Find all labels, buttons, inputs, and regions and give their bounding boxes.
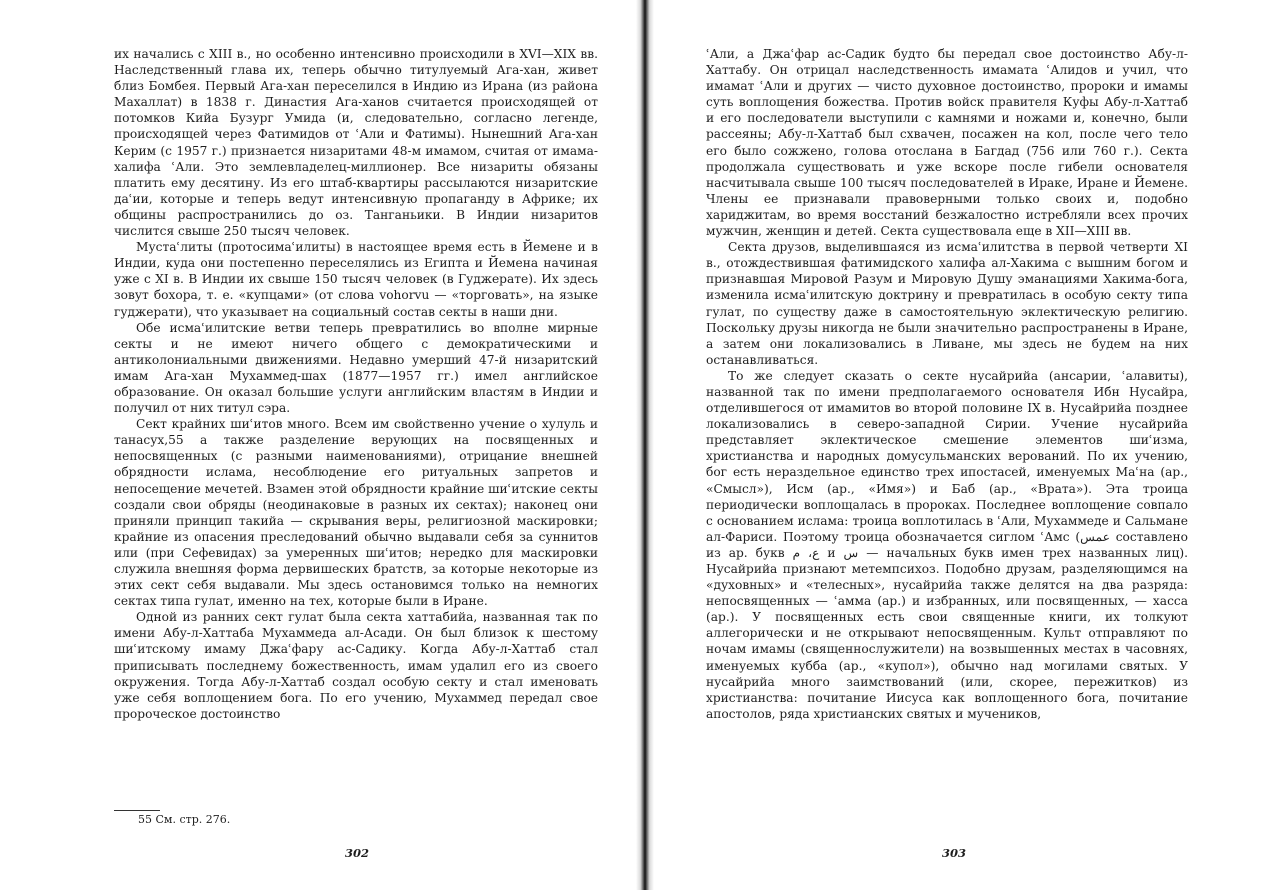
right-page xyxy=(654,0,1265,890)
page-number: 302 xyxy=(345,846,370,860)
paragraph: Обе исмаʿилитские ветви теперь превратились во вполне мирные секты и не имеют ничего общего с демократическими и антиколониальными движениями. Недавно умерший 47-й низаритский имам Ага-хан Мухаммед-шах (1877—1957 гг.) имел английское образование. Он оказал большие услуги английским властям в Индии и получил от них титул сэра. xyxy=(114,320,598,416)
paragraph: То же следует сказать о секте нусайрийа (ансарии, ʿалавиты), названной так по имени предполагаемого основателя Ибн Нусайра, отделившегося от имамитов во второй половине IX в. Нусайрийа позднее локализовались в северо-западной Сирии. Учение нусайрийа представляет эклектическое смешение элементов шиʿизма, христианства и народных домусульманских верований. По их учению, бог есть нераздельное единство трех ипостасей, именуемых Маʿна (ар., «Смысл»), Исм (ар., «Имя») и Баб (ар., «Врата»). Эта троица периодически воплощалась в пророках. Последнее воплощение совпало с основанием ислама: троица воплотилась в ʿАли, Мухаммеде и Сальмане ал-Фариси. Поэтому троица обозначается сиглом ʿАмс (عمس составлено из ар. букв ع، م и س — начальных букв имен трех названных лиц). Нусайрийа признают метемпсихоз. Подобно друзам, разделяющимся на «духовных» и «телесных», нусайрийа также делятся на два разряда: непосвященных — ʿамма (ар.) и избранных, или посвященных, — хасса (ар.). У посвященных есть свои священные книги, их толкуют аллегорически и не открывают непосвященным. Культ отправляют по ночам имамы (священнослужители) на возвышенных местах в часовнях, именуемых кубба (ар., «купол»), обычно над могилами святых. У нусайрийа много заимствований (или, скорее, пережитков) из христианства: почитание Иисуса как воплощенного бога, почитание апостолов, ряда христианских святых и мучеников, xyxy=(706,368,1188,721)
left-page-text xyxy=(114,46,598,722)
paragraph: Секта друзов, выделившаяся из исмаʿилитства в первой четверти XI в., отождествившая фатимидского халифа ал-Хакима с вышним богом и признавшая Мировой Разум и Мировую Душу эманациями Хакима-бога, изменила исмаʿилитскую доктрину и превратилась в особую секту типа гулат, по существу даже в самостоятельную эклектическую религию. Поскольку друзы никогда не были значительно распространены в Иране, а затем они локализовались в Ливане, мы здесь не будем на них останавливаться. xyxy=(706,240,1188,367)
paragraph: Сект крайних шиʿитов много. Всем им свойственно учение о хулуль и танасух,55 а также разделение верующих на посвященных и непосвященных (с разными наименованиями), отрицание внешней обрядности ислама, несоблюдение его ритуальных запретов и непосещение мечетей. Взамен этой обрядности крайние шиʿитские секты создали свои обряды (неодинаковые в разных их сектах); наконец они приняли принцип такийа — скрывания веры, религиозной маскировки; крайние из опасения преследований обычно выдавали себя за суннитов или (при Сефевидах) за умеренных шиʿитов; нередко для маскировки служила внешняя форма дервишеских братств, за которые некоторые из этих сект себя выдавали. Мы здесь остановимся только на немногих сектах типа гулат, именно на тех, которые были в Иране. xyxy=(114,417,598,609)
paragraph: ʿАли, а Джаʿфар ас-Садик будто бы передал свое достоинство Абу-л-Хаттабу. Он отрицал наследственность имамата ʿАлидов и учил, что имамат ʿАли и других — чисто духовное достоинство, пророки и имамы суть воплощения божества. Против войск правителя Куфы Абу-л-Хаттаб и его последователи выступили с камнями и ножами и, конечно, были рассеяны; Абу-л-Хаттаб был схвачен, посажен на кол, после чего тело его было сожжено, голова отослана в Багдад (756 или 760 г.). Секта продолжала существовать и уже вскоре после гибели основателя насчитывала свыше 100 тысяч последователей в Ираке, Иране и Йемене. Члены ее признавали правоверными только своих и, подобно хариджитам, во время восстаний безжалостно истребляли всех прочих мужчин, женщин и детей. Секта существовала еще в XII—XIII вв. xyxy=(706,47,1188,239)
footnote-rule xyxy=(114,810,160,811)
footnote: 55 См. стр. 276. xyxy=(138,813,231,826)
paragraph: Одной из ранних сект гулат была секта хаттабийа, названная так по имени Абу-л-Хаттаба Мухаммеда ал-Асади. Он был близок к шестому шиʿитскому имаму Джаʿфару ас-Садику. Когда Абу-л-Хаттаб стал приписывать последнему божественность, имам удалил его из своего окружения. Тогда Абу-л-Хаттаб создал особую секту и стал именовать уже себя воплощением бога. По его учению, Мухаммед передал свое пророческое достоинство xyxy=(114,610,598,721)
right-page-text xyxy=(706,46,1188,722)
paragraph: Мустаʿлиты (протосимаʿилиты) в настоящее время есть в Йемене и в Индии, куда они постепенно переселялись из Египта и Йемена начиная уже с XI в. В Индии их свыше 150 тысяч человек (в Гуджерате). Их здесь зовут бохора, т. е. «купцами» (от слова vohorvu — «торговать», на языке гуджерати), что указывает на социальный состав секты в наши дни. xyxy=(114,240,598,319)
book-gutter xyxy=(636,0,654,890)
page-number: 303 xyxy=(942,846,967,860)
paragraph: их начались с XIII в., но особенно интенсивно происходили в XVI—XIX вв. Наследственный глава их, теперь обычно титулуемый Ага-хан, живет близ Бомбея. Первый Ага-хан переселился в Индию из Ирана (из района Махаллат) в 1838 г. Династия Ага-ханов считается происходящей от потомков Кийа Бузург Умида (и, следовательно, согласно легенде, происходящей через Фатимидов от ʿАли и Фатимы). Нынешний Ага-хан Керим (с 1957 г.) признается низаритами 48-м имамом, считая от имама-халифа ʿАли. Это землевладелец-миллионер. Все низариты обязаны платить ему десятину. Из его штаб-квартиры рассылаются низаритские даʿии, которые и теперь ведут интенсивную пропаганду в Африке; их общины распространились до оз. Танганьики. В Индии низаритов числится свыше 250 тысяч человек. xyxy=(114,47,598,239)
